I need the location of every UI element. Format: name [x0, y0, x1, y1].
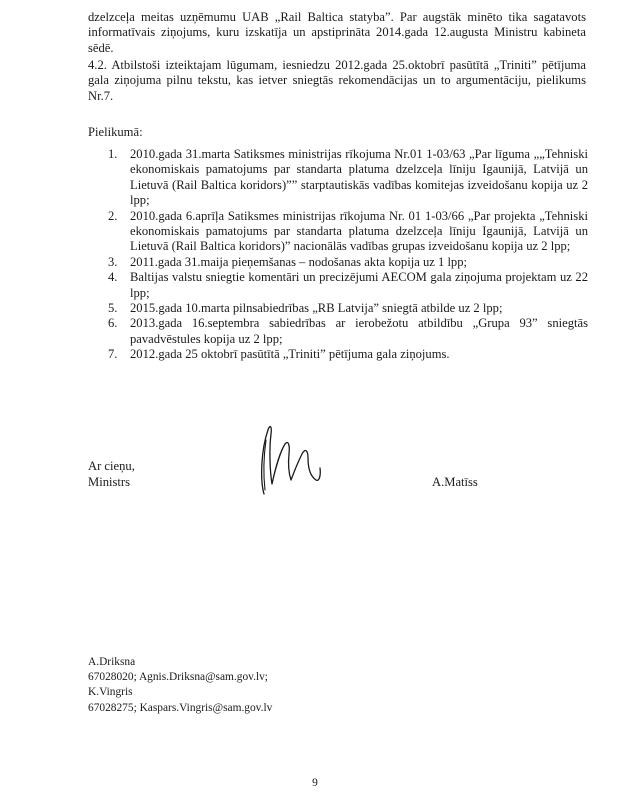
attachment-text: 2010.gada 6.aprīļa Satiksmes ministrijas rīkojuma Nr. 01 1-03/66 „Par projekta „Tehniski ekonomiskais pamatojums par standarta platuma dzelzceļa līniju Igaunijā, Latvijā un Lietuvā (Rail Baltica koridors)” nacionālās vadības grupas izveidošanu kopija uz 2 lpp;: [130, 208, 588, 254]
attachment-text: 2011.gada 31.maija pieņemšanas – nodošanas akta kopija uz 1 lpp;: [130, 254, 468, 269]
attachment-number: 5.: [108, 301, 118, 316]
attachment-number: 7.: [108, 347, 118, 362]
intro-paragraph: dzelzceļa meitas uzņēmumu UAB „Rail Baltica statyba”. Par augstāk minēto tika sagatavots informatīvais ziņojums, kuru izskatīja un apstiprināta 2014.gada 12.augusta Ministru kabineta sēdē.: [88, 10, 586, 55]
attachments-list: [108, 147, 588, 363]
attachment-item: [108, 209, 588, 255]
attachment-text: 2012.gada 25 oktobrī pasūtītā „Triniti” pētījuma gala ziņojums.: [130, 347, 450, 362]
contact-line: K.Vingris: [88, 686, 133, 699]
attachments-heading: Pielikumā:: [88, 125, 143, 139]
attachment-number: 3.: [108, 254, 118, 269]
paragraph-4-2: 4.2. Atbilstoši izteiktajam lūgumam, iesniedzu 2012.gada 25.oktobrī pasūtītā „Triniti” pētījuma gala ziņojuma pilnu tekstu, kas ietver sniegtās rekomendācijas un to argumentāciju, pielikums Nr.7.: [88, 58, 586, 103]
handwritten-signature: [258, 410, 333, 510]
page-number: 9: [312, 777, 318, 789]
attachment-item: [108, 270, 588, 301]
attachment-item: [108, 255, 588, 270]
attachment-item: [108, 301, 588, 316]
attachment-text: Baltijas valstu sniegtie komentāri un precizējumi AECOM gala ziņojuma projektam uz 22 lpp;: [130, 270, 588, 300]
signer-role: Ministrs: [88, 475, 130, 489]
attachment-number: 4.: [108, 270, 118, 285]
attachment-number: 6.: [108, 316, 118, 331]
attachment-number: 1.: [108, 147, 118, 161]
attachment-text: 2013.gada 16.septembra sabiedrības ar ierobežotu atbildību „Grupa 93” sniegtās pavadvēstules kopija uz 2 lpp;: [130, 316, 588, 346]
contact-line: 67028020; Agnis.Driksna@sam.gov.lv;: [88, 671, 268, 684]
contact-block: [88, 655, 272, 716]
closing-line: Ar cieņu,: [88, 459, 135, 473]
contact-line: A.Driksna: [88, 656, 136, 668]
attachment-item: [108, 147, 588, 209]
attachment-item: [108, 347, 588, 362]
contact-line: 67028275; Kaspars.Vingris@sam.gov.lv: [88, 701, 273, 714]
attachment-number: 2.: [108, 208, 118, 223]
attachment-text: 2015.gada 10.marta pilnsabiedrības „RB Latvija” sniegtā atbilde uz 2 lpp;: [130, 301, 503, 316]
attachment-text: 2010.gada 31.marta Satiksmes ministrijas rīkojuma Nr.01 1-03/63 „Par līguma „„Tehniski ekonomiskais pamatojums par standarta platuma dzelzceļa līniju Igaunijā, Latvijā un Lietuvā (Rail Baltica koridors)”” starptautiskās vadības komitejas izveidošanu kopija uz 2 lpp;: [130, 147, 588, 208]
signer-name: A.Matīss: [432, 475, 478, 489]
signature-stroke: [262, 427, 321, 494]
attachment-item: [108, 316, 588, 347]
